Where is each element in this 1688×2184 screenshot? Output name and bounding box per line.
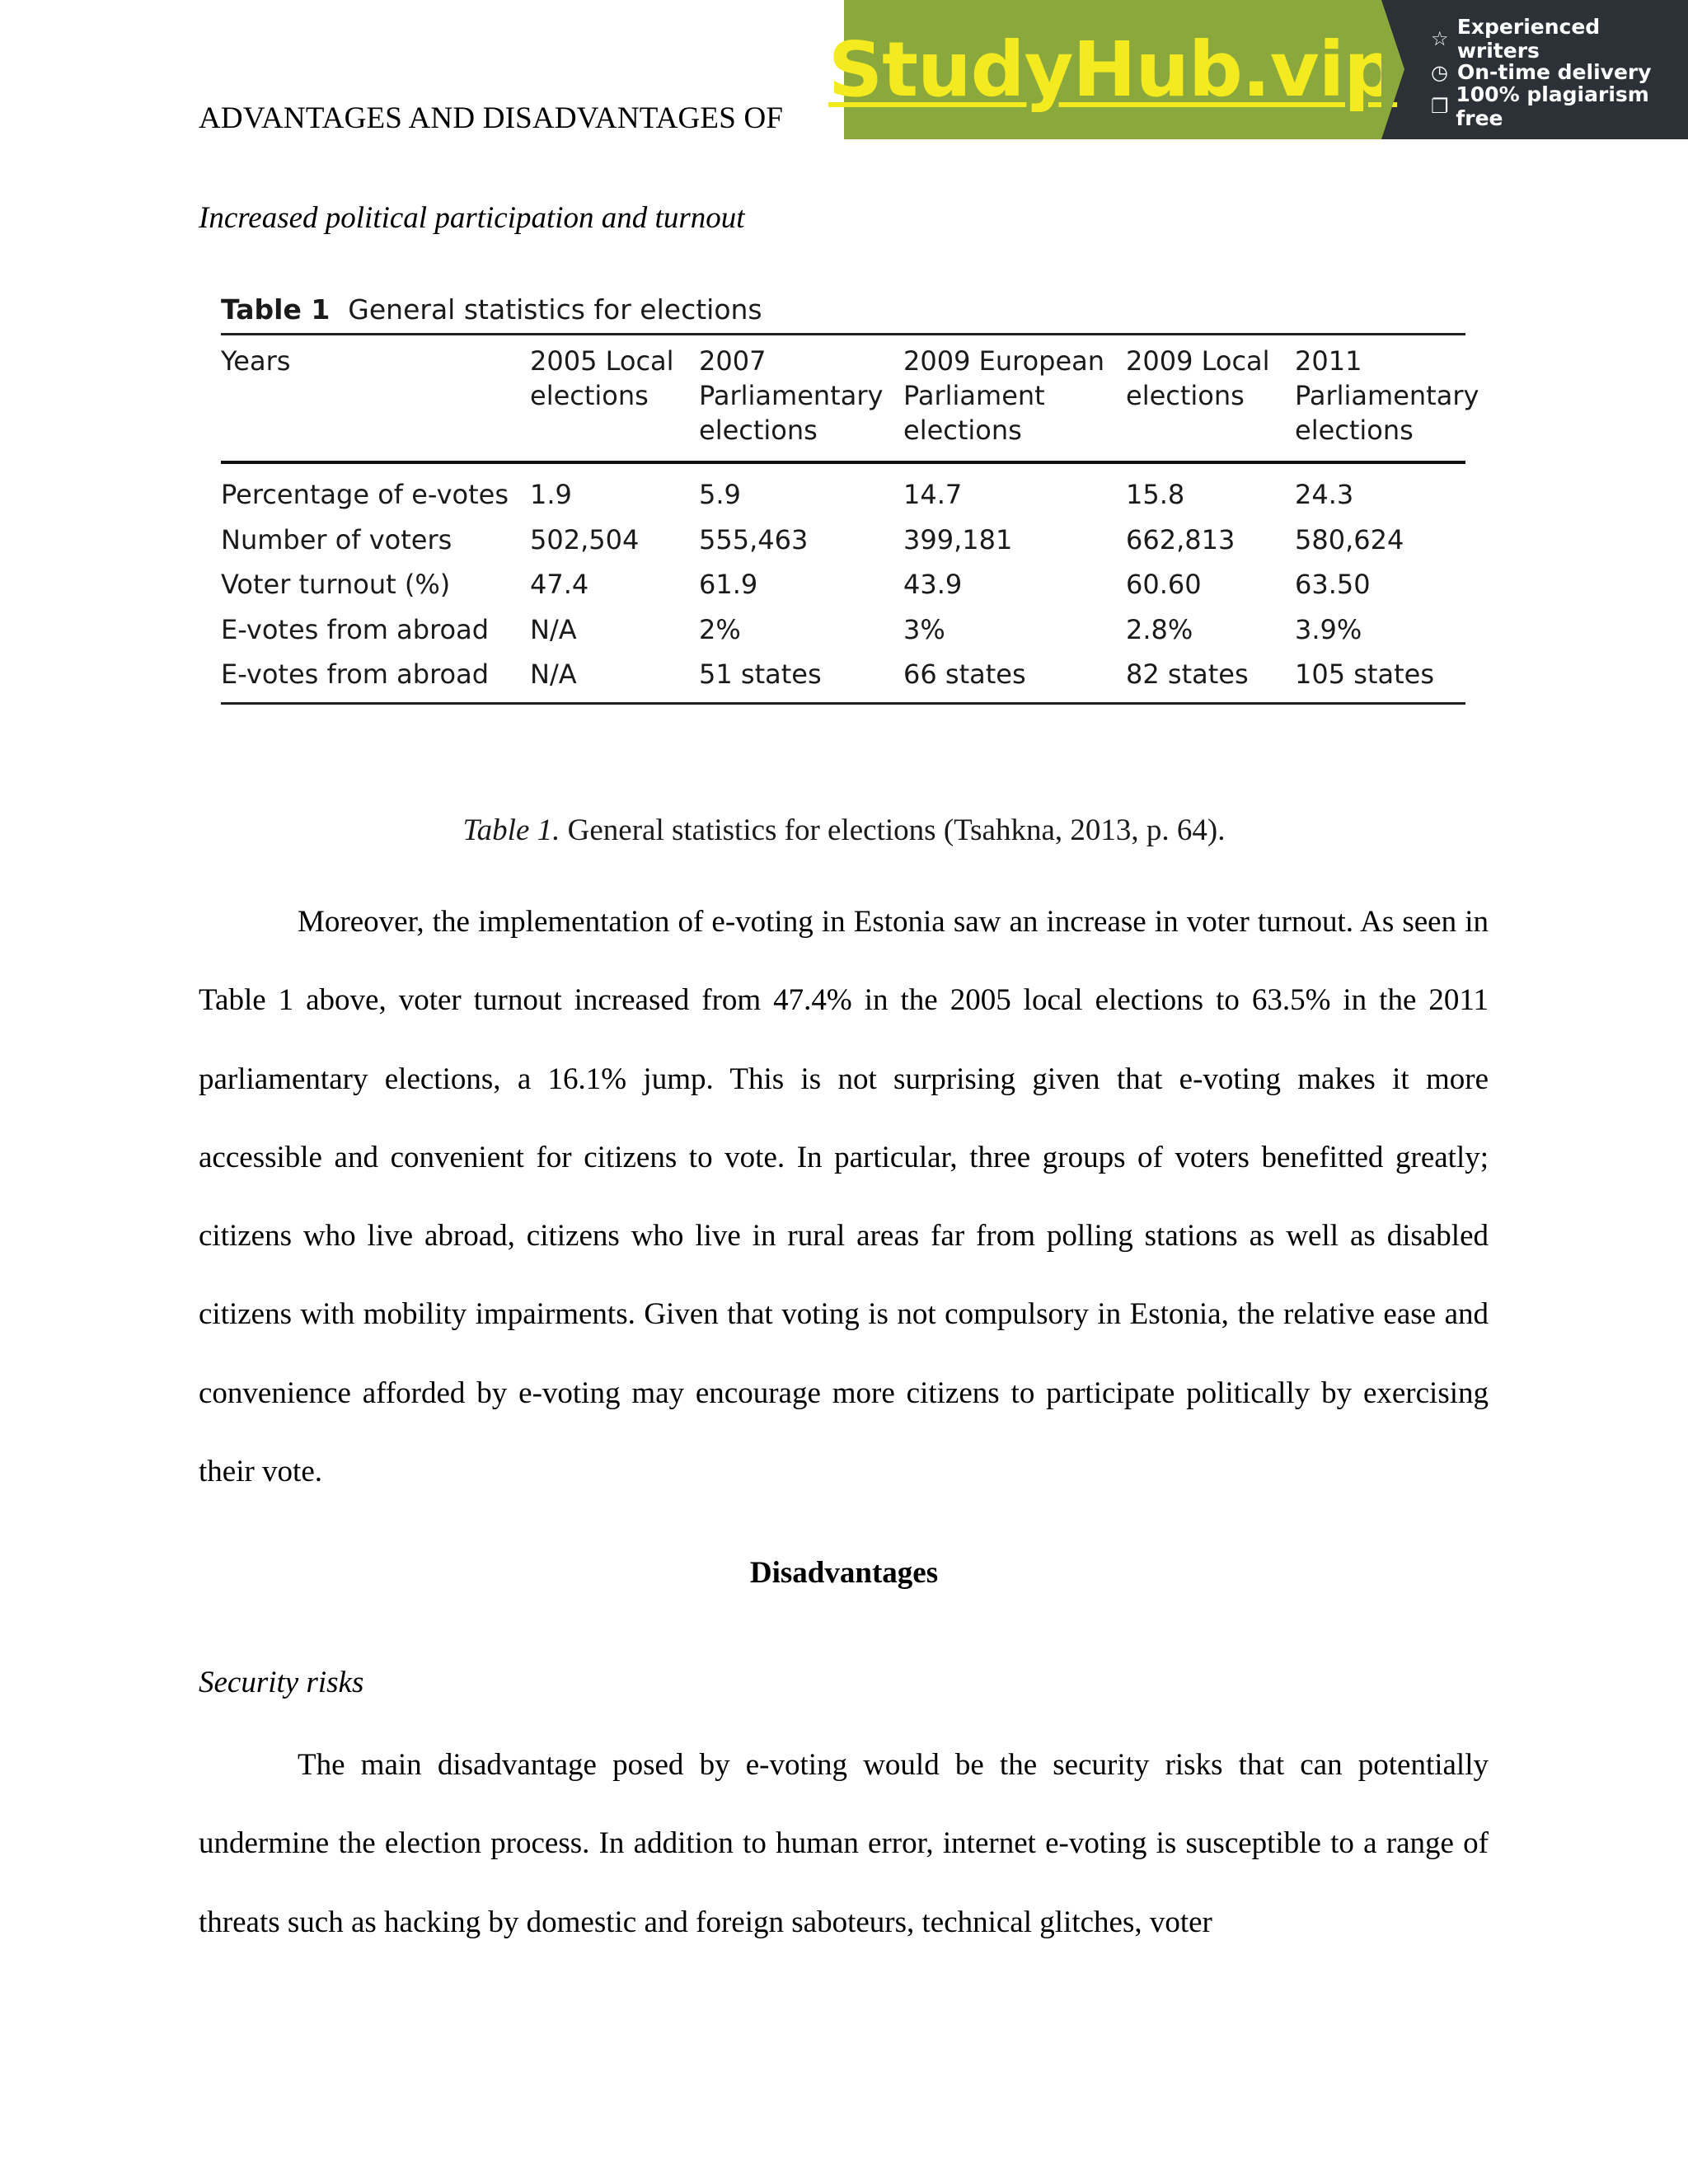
- table-cell: 555,463: [699, 523, 809, 555]
- caption-label: Table 1.: [462, 813, 560, 847]
- column-header-line: 2009 Local: [1126, 345, 1270, 377]
- column-header-line: Years: [221, 345, 291, 377]
- studyhub-banner[interactable]: [828, 0, 1688, 139]
- table-cell: 5.9: [699, 479, 741, 510]
- column-header-line: 2009 European: [903, 345, 1105, 377]
- column-header-line: Parliament: [903, 380, 1045, 411]
- column-header-line: Parliamentary: [1295, 380, 1479, 411]
- column-header: [530, 335, 699, 463]
- studyhub-logo[interactable]: [828, 0, 1398, 139]
- table-cell: N/A: [530, 613, 577, 645]
- column-header-line: Parliamentary: [699, 380, 884, 411]
- logo-text: StudyHub.vip: [828, 25, 1398, 114]
- column-header-line: 2011: [1295, 345, 1362, 377]
- table-row: [221, 652, 1465, 703]
- table-row: [221, 462, 1465, 518]
- table-cell: 51 states: [699, 658, 822, 690]
- paragraph-security: The main disadvantage posed by e-voting would be the security risks that can potentially undermine the election process. In addition to human error, internet e-voting is susceptible to a range of threats such as hacking by domestic and foreign saboteurs, technical glitches, voter: [199, 1748, 1489, 1939]
- feature-text: Experienced writers: [1456, 14, 1601, 63]
- column-header: [1126, 335, 1295, 463]
- table-cell: 14.7: [903, 479, 963, 510]
- table-cell: 1.9: [530, 479, 572, 510]
- column-header-line: elections: [1295, 415, 1414, 446]
- column-header-line: elections: [530, 380, 649, 411]
- row-label: Number of voters: [221, 523, 452, 555]
- table-body: [221, 462, 1465, 703]
- star-icon: ☆: [1431, 26, 1449, 50]
- running-head: ADVANTAGES AND DISADVANTAGES OF: [199, 101, 784, 135]
- statistics-table-figure: [221, 293, 1479, 705]
- table-number: Table 1: [221, 293, 331, 326]
- paragraph-turnout: Moreover, the implementation of e-voting in Estonia saw an increase in voter turnout. As seen in Table 1 above, voter turnout increased from 47.4% in the 2005 local elections to 63.5% in the 2011 parliamentary elections, a 16.1% jump. This is not surprising given that e-voting makes it more accessible and convenient for citizens to vote. In particular, three groups of voters benefitted greatly; citizens who live abroad, citizens who live in rural areas far from polling stations as well as disabled citizens with mobility impairments. Given that voting is not compulsory in Estonia, the relative ease and convenience afforded by e-voting may encourage more citizens to participate politically by exercising their vote.: [199, 905, 1489, 1489]
- table-cell: 66 states: [903, 658, 1026, 690]
- column-header: [903, 335, 1126, 463]
- table-header-row: [221, 335, 1465, 463]
- table-cell: 3.9%: [1295, 613, 1362, 645]
- column-header-line: elections: [699, 415, 818, 446]
- feature-item: [1431, 82, 1688, 130]
- table-cell: 43.9: [903, 569, 963, 600]
- section-heading-disadvantages: Disadvantages: [749, 1556, 939, 1590]
- feature-text: On-time delivery: [1457, 60, 1652, 84]
- table-cell: 61.9: [699, 569, 758, 600]
- table-row: [221, 562, 1465, 607]
- feature-item: [1431, 14, 1688, 63]
- table-row: [221, 607, 1465, 653]
- row-label: E-votes from abroad: [221, 658, 490, 690]
- column-header-line: elections: [1126, 380, 1245, 411]
- column-header-line: elections: [903, 415, 1022, 446]
- table-row: [221, 518, 1465, 563]
- column-header: [221, 335, 530, 463]
- feature-text: 100% plagiarism free: [1456, 82, 1649, 130]
- table-title-text: General statistics for elections: [348, 293, 762, 326]
- copy-icon: ❐: [1431, 94, 1449, 118]
- table-cell: 2.8%: [1126, 613, 1193, 645]
- table-cell: 3%: [903, 613, 945, 645]
- clock-icon: ◷: [1431, 60, 1448, 84]
- caption-text: General statistics for elections (Tsahkna, 2013, p. 64).: [560, 813, 1226, 847]
- column-header-line: 2005 Local: [530, 345, 674, 377]
- row-label: Percentage of e-votes: [221, 479, 509, 510]
- table-cell: N/A: [530, 658, 577, 690]
- table-cell: 47.4: [530, 569, 589, 600]
- table-cell: 60.60: [1126, 569, 1202, 600]
- column-header: [1295, 335, 1479, 463]
- table-cell: 580,624: [1295, 523, 1404, 555]
- subheading-security: Security risks: [199, 1666, 364, 1699]
- statistics-table: [221, 333, 1479, 705]
- table-cell: 82 states: [1126, 658, 1249, 690]
- table-cell: 63.50: [1295, 569, 1371, 600]
- table-title: [221, 293, 1465, 333]
- table-cell: 399,181: [903, 523, 1013, 555]
- column-header-line: 2007: [699, 345, 767, 377]
- subheading-participation: Increased political participation and turnout: [199, 201, 745, 235]
- feature-list: [1381, 0, 1688, 139]
- row-label: E-votes from abroad: [221, 613, 490, 645]
- table-caption: [0, 813, 1688, 848]
- table-cell: 662,813: [1126, 523, 1236, 555]
- row-label: Voter turnout (%): [221, 569, 451, 600]
- table-cell: 2%: [699, 613, 741, 645]
- table-cell: 15.8: [1126, 479, 1185, 510]
- table-cell: 105 states: [1295, 658, 1434, 690]
- column-header: [699, 335, 903, 463]
- table-cell: 502,504: [530, 523, 640, 555]
- table-cell: 24.3: [1295, 479, 1354, 510]
